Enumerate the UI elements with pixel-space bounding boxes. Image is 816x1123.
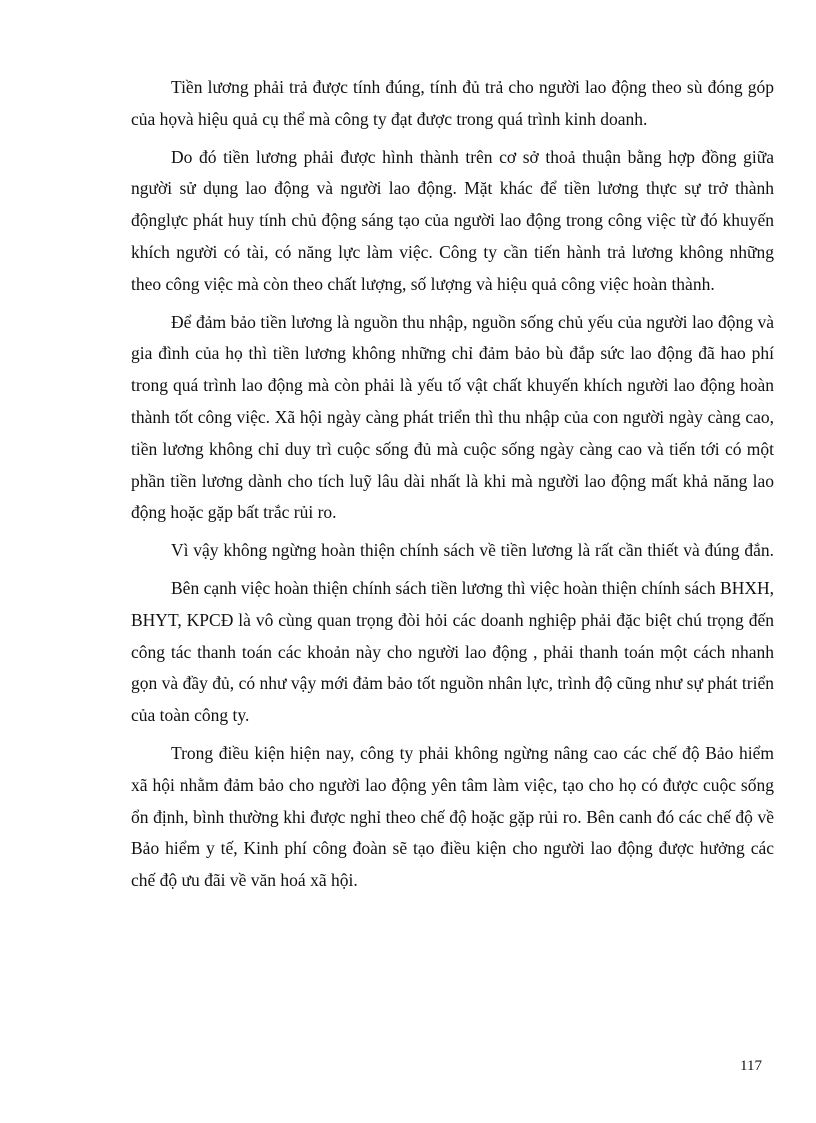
document-body <box>131 72 774 903</box>
paragraph-6: Trong điều kiện hiện nay, công ty phải không ngừng nâng cao các chế độ Bảo hiểm xã hội nhằm đảm bảo cho người lao động yên tâm làm việc, tạo cho họ có được cuộc sống ổn định, bình thường khi được nghỉ theo chế độ hoặc gặp rủi ro. Bên canh đó các chế độ về Bảo hiểm y tế, Kinh phí công đoàn sẽ tạo điều kiện cho người lao động được hưởng các chế độ ưu đãi về văn hoá xã hội. <box>131 742 774 891</box>
paragraph-3: Để đảm bảo tiền lương là nguồn thu nhập, nguồn sống chủ yếu của người lao động và gia đình của họ thì tiền lương không những chỉ đảm bảo bù đắp sức lao động đã hao phí trong quá trình lao động mà còn phải là yếu tố vật chất khuyến khích người lao động hoàn thành tốt công việc. Xã hội ngày càng phát triển thì thu nhập của con người ngày càng cao, tiền lương không chỉ duy trì cuộc sống đủ mà cuộc sống ngày càng cao và tiến tới có một phần tiền lương dành cho tích luỹ lâu dài nhất là khi mà người lao động mất khả năng lao động hoặc gặp bất trắc rủi ro. <box>131 311 774 523</box>
page-number: 117 <box>740 1058 762 1074</box>
paragraph-5: Bên cạnh việc hoàn thiện chính sách tiền lương thì việc hoàn thiện chính sách BHXH, BHYT, KPCĐ là vô cùng quan trọng đòi hỏi các doanh nghiệp phải đặc biệt chú trọng đến công tác thanh toán các khoản này cho người lao động , phải thanh toán một cách nhanh gọn và đầy đủ, có như vậy mới đảm bảo tốt nguồn nhân lực, trình độ cũng như sự phát triển của toàn công ty. <box>131 577 774 726</box>
paragraph-1: Tiền lương phải trả được tính đúng, tính đủ trả cho người lao động theo sù đóng góp của họvà hiệu quả cụ thể mà công ty đạt được trong quá trình kinh doanh. <box>131 77 774 129</box>
paragraph-2: Do đó tiền lương phải được hình thành trên cơ sở thoả thuận bằng hợp đồng giữa người sử dụng lao động và người lao động. Mặt khác để tiền lương thực sự trở thành độnglực phát huy tính chủ động sáng tạo của người lao động trong công việc từ đó khuyến khích người có tài, có năng lực làm việc. Công ty cần tiến hành trả lương không những theo công việc mà còn theo chất lượng, số lượng và hiệu quả công việc hoàn thành. <box>131 146 774 294</box>
paragraph-4: Vì vậy không ngừng hoàn thiện chính sách về tiền lương là rất cần thiết và đúng đắn. <box>171 540 774 561</box>
